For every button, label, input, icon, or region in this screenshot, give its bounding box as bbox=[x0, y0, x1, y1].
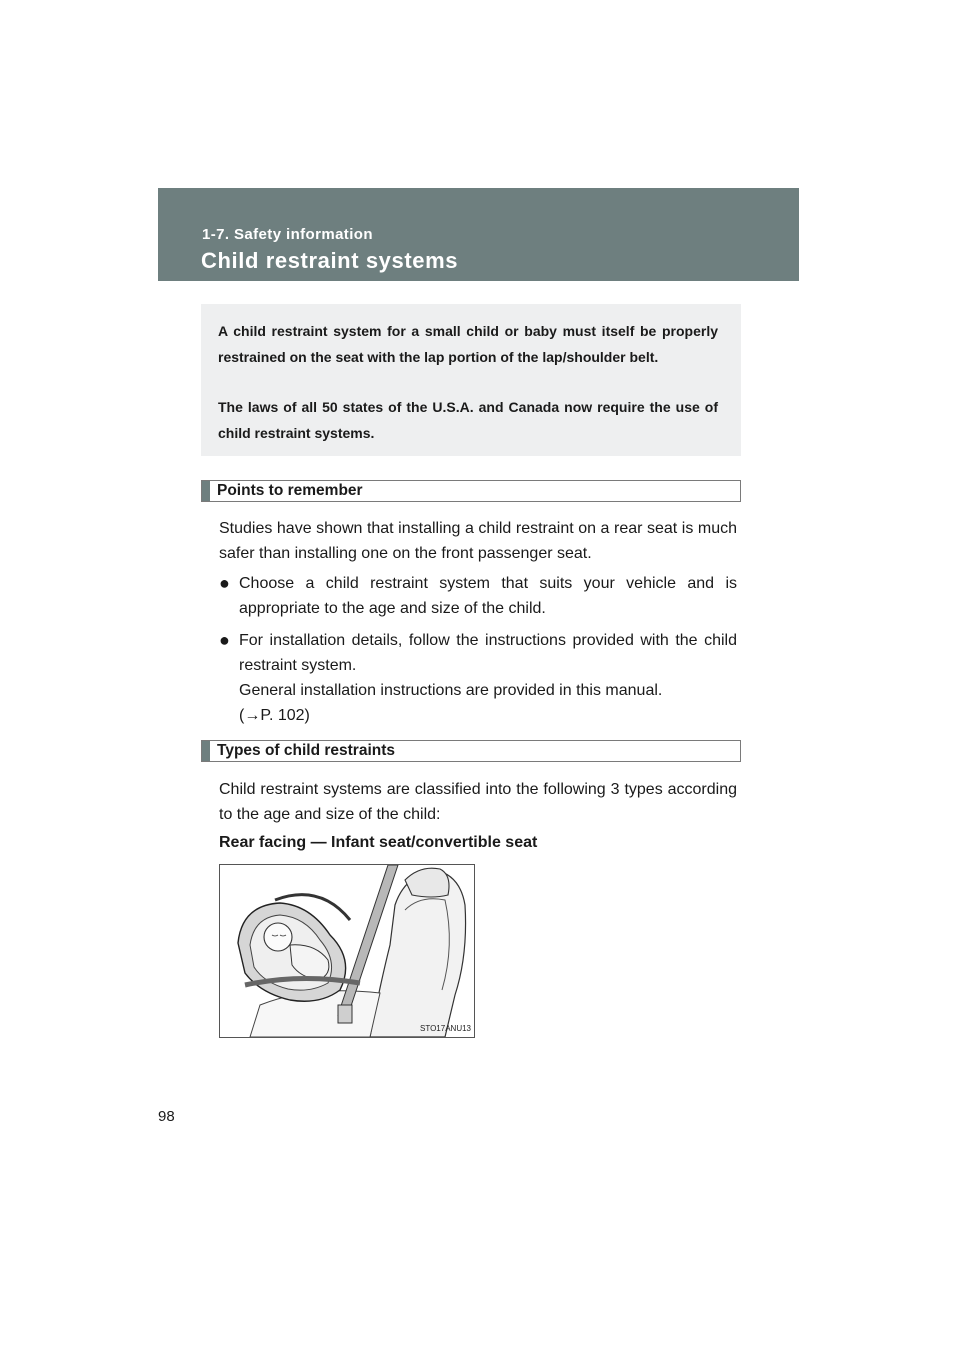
subheading-bar bbox=[202, 481, 210, 501]
chapter-header-band bbox=[158, 188, 799, 281]
figure-code: STO17ANU13 bbox=[420, 1024, 471, 1033]
subheading-text: Types of child restraints bbox=[217, 742, 396, 759]
rear-facing-heading: Rear facing — Infant seat/convertible seat bbox=[219, 834, 538, 851]
types-paragraph: Child restraint systems are classified into the following 3 types according to the age and size of the child: bbox=[219, 781, 737, 823]
bullet-icon: ● bbox=[219, 573, 230, 593]
bullet-text: Choose a child restraint system that suits your vehicle and is appropriate to the age and size of the child. bbox=[239, 575, 737, 617]
page-reference-link[interactable]: (→P. 102) bbox=[239, 707, 310, 724]
intro-box bbox=[201, 304, 741, 456]
infant-seat-illustration bbox=[219, 864, 475, 1038]
page-number: 98 bbox=[158, 1108, 175, 1125]
bullet-text-line-2: General installation instructions are provided in this manual. bbox=[239, 682, 663, 699]
bullet-text: For installation details, follow the instructions provided with the child restraint system. bbox=[239, 632, 737, 674]
section-label: 1-7. Safety information bbox=[202, 226, 373, 243]
subheading-bar bbox=[202, 741, 210, 761]
intro-paragraph-1: A child restraint system for a small child or baby must itself be properly restrained on the seat with the lap portion of the lap/shoulder belt. bbox=[218, 323, 718, 365]
subheading-points-to-remember bbox=[201, 480, 741, 502]
bullet-icon: ● bbox=[219, 630, 230, 650]
bullet-item-2 bbox=[219, 628, 737, 728]
page-title: Child restraint systems bbox=[201, 248, 459, 273]
intro-paragraph-2: The laws of all 50 states of the U.S.A. and Canada now require the use of child restraint systems. bbox=[218, 399, 718, 441]
bullet-item-1 bbox=[219, 571, 737, 621]
infant-seat-drawing bbox=[220, 865, 474, 1037]
points-paragraph: Studies have shown that installing a child restraint on a rear seat is much safer than installing one on the front passenger seat. bbox=[219, 520, 737, 562]
subheading-types bbox=[201, 740, 741, 762]
subheading-text: Points to remember bbox=[217, 482, 363, 499]
